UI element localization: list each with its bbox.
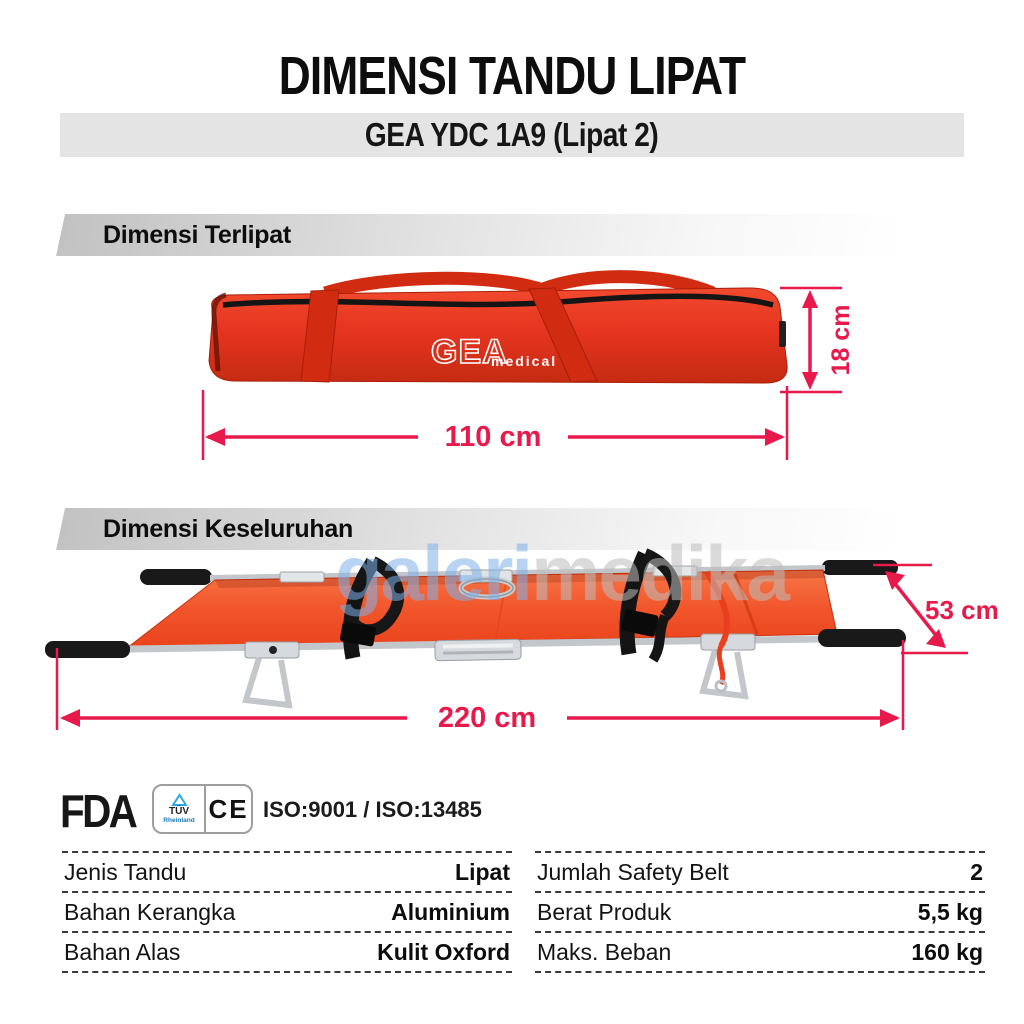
- spec-value: 2: [970, 858, 983, 885]
- stretcher-width-label: 53 cm: [925, 595, 999, 625]
- folding-leg-left: [246, 658, 289, 705]
- bag-length-label: 110 cm: [444, 421, 542, 453]
- grip-top-left: [140, 569, 212, 585]
- section-overall-header: [65, 508, 985, 550]
- bag-brand-suffix: medical: [491, 353, 558, 369]
- spec-value: 160 kg: [911, 938, 983, 965]
- spec-table-left: [62, 851, 512, 973]
- arrowhead-right-icon: [765, 428, 785, 446]
- tuv-ce-badge: [152, 784, 253, 834]
- spec-label: Jumlah Safety Belt: [537, 858, 729, 885]
- bag-height-label: 18 cm: [827, 304, 855, 376]
- arrowhead-right-icon: [880, 709, 900, 727]
- spec-label: Maks. Beban: [537, 938, 672, 965]
- center-hinge: [435, 639, 521, 660]
- bracket-knob: [269, 646, 277, 654]
- section-overall-label: Dimensi Keseluruhan: [103, 515, 353, 543]
- bag-brand-logo: GEA: [431, 333, 508, 371]
- spec-label: Berat Produk: [537, 898, 672, 925]
- arrowhead-left-icon: [205, 428, 225, 446]
- product-model: GEA YDC 1A9 (Lipat 2): [365, 116, 659, 153]
- stretcher-length-label: 220 cm: [437, 702, 537, 734]
- arrowhead-up-icon: [802, 290, 818, 308]
- arrowhead-upleft-icon: [885, 571, 905, 590]
- fda-logo: FDA: [60, 785, 136, 837]
- spec-row: [62, 851, 512, 891]
- spec-row: [535, 851, 985, 891]
- tuv-name: TÜV: [169, 805, 189, 817]
- hinge-plate: [280, 572, 324, 582]
- spec-label: Bahan Kerangka: [64, 898, 236, 925]
- spec-value: Aluminium: [391, 898, 510, 925]
- section-folded-label: Dimensi Terlipat: [103, 221, 291, 249]
- tuv-triangle-icon: [172, 794, 187, 806]
- ce-mark: CE: [204, 786, 251, 832]
- spec-value: Lipat: [455, 858, 510, 885]
- spec-value: Kulit Oxford: [377, 938, 510, 965]
- subtitle-bar: [60, 113, 964, 157]
- spec-row: [62, 931, 512, 973]
- watermark-part2: medika: [531, 529, 788, 617]
- spec-row: [535, 931, 985, 973]
- iso-certification-text: ISO:9001 / ISO:13485: [263, 797, 482, 822]
- spec-value: 5,5 kg: [917, 898, 983, 925]
- page-title: DIMENSI TANDU LIPAT: [278, 46, 746, 106]
- arrowhead-left-icon: [60, 709, 80, 727]
- section-folded-header: [65, 214, 985, 256]
- spec-label: Bahan Alas: [64, 938, 181, 965]
- spec-table-right: [535, 851, 985, 973]
- spec-row: [62, 891, 512, 931]
- arrowhead-downright-icon: [926, 629, 946, 648]
- tuv-region: Rheinland: [163, 816, 195, 824]
- grip-bottom-right: [818, 629, 906, 647]
- tuv-rheinland-logo: [154, 786, 204, 832]
- spec-row: [535, 891, 985, 931]
- watermark-part1: galeri: [335, 529, 532, 617]
- spec-label: Jenis Tandu: [64, 858, 187, 885]
- arrowhead-down-icon: [802, 372, 818, 390]
